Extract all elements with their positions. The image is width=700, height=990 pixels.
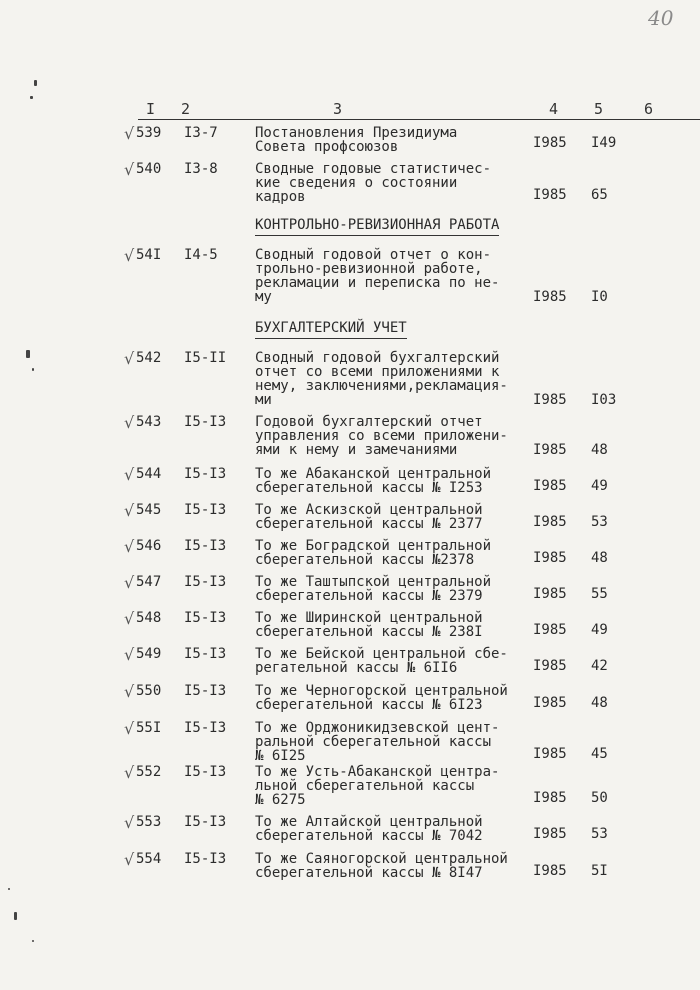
row-code: I4-5 — [184, 247, 218, 263]
row-description — [255, 539, 525, 567]
row-description-line: То же Алтайской центральной — [255, 814, 483, 830]
row-year: I985 — [533, 790, 567, 806]
row-sheet-count: 48 — [591, 442, 608, 458]
row-code: I5-II — [184, 350, 227, 366]
row-sheet-count: 48 — [591, 695, 608, 711]
row-description-line: То же Орджоникидзевской цент- — [255, 720, 500, 736]
row-description — [255, 248, 525, 304]
row-description-line: льной сберегательной кассы — [255, 778, 475, 794]
check-mark: √ — [124, 850, 135, 869]
row-description-line: То же Бейской центральной сбе- — [255, 646, 508, 662]
row-year: I985 — [533, 826, 567, 842]
row-code: I5-I3 — [184, 851, 227, 867]
row-number: 552 — [136, 764, 162, 780]
check-mark: √ — [124, 645, 135, 664]
column-header-1: I — [146, 100, 156, 118]
row-description-line: сберегательной кассы № 238I — [255, 624, 483, 640]
row-description-line: ями к нему и замечаниями — [255, 442, 458, 458]
row-description-line: кадров — [255, 189, 306, 205]
row-description — [255, 351, 525, 407]
row-description-line: сберегательной кассы № I253 — [255, 480, 483, 496]
row-year: I985 — [533, 586, 567, 602]
scan-speck — [30, 96, 33, 99]
row-description-line: Сводные годовые статистичес- — [255, 161, 492, 177]
row-description-line: То же Аскизской центральной — [255, 502, 483, 518]
check-mark: √ — [124, 682, 135, 701]
column-header-4: 4 — [549, 100, 559, 118]
row-year: I985 — [533, 392, 567, 408]
header-rule — [138, 119, 700, 120]
row-year: I985 — [533, 863, 567, 879]
row-description-line: му — [255, 289, 272, 305]
row-sheet-count: 5I — [591, 863, 608, 879]
row-year: I985 — [533, 289, 567, 305]
row-description-line: ральной сберегательной кассы — [255, 734, 492, 750]
row-description-line: ми — [255, 392, 272, 408]
row-description-line: То же Саяногорской центральной — [255, 851, 508, 867]
row-number: 542 — [136, 350, 162, 366]
row-code: I5-I3 — [184, 610, 227, 626]
scan-speck — [8, 888, 10, 890]
row-description-line: сберегательной кассы № 2379 — [255, 588, 483, 604]
row-description-line: сберегательной кассы №2378 — [255, 552, 475, 568]
row-description-line: сберегательной кассы № 7042 — [255, 828, 483, 844]
scan-speck — [32, 368, 34, 371]
scan-speck — [26, 350, 30, 358]
row-description-line: То же Черногорской центральной — [255, 683, 508, 699]
row-code: I5-I3 — [184, 720, 227, 736]
row-code: I5-I3 — [184, 646, 227, 662]
row-description-line: нему, заключениями,рекламация- — [255, 378, 508, 394]
row-description-line: Годовой бухгалтерский отчет — [255, 414, 483, 430]
row-description-line: То же Ширинской центральной — [255, 610, 483, 626]
check-mark: √ — [124, 609, 135, 628]
row-number: 546 — [136, 538, 162, 554]
row-number: 549 — [136, 646, 162, 662]
row-year: I985 — [533, 622, 567, 638]
check-mark: √ — [124, 465, 135, 484]
row-year: I985 — [533, 695, 567, 711]
row-code: I3-8 — [184, 161, 218, 177]
row-year: I985 — [533, 442, 567, 458]
row-code: I5-I3 — [184, 764, 227, 780]
row-code: I5-I3 — [184, 502, 227, 518]
row-sheet-count: 49 — [591, 478, 608, 494]
row-year: I985 — [533, 658, 567, 674]
check-mark: √ — [124, 573, 135, 592]
scan-speck — [34, 80, 37, 86]
row-description — [255, 126, 525, 154]
row-sheet-count: 45 — [591, 746, 608, 762]
row-number: 54I — [136, 247, 162, 263]
row-description-line: То же Абаканской центральной — [255, 466, 492, 482]
row-code: I5-I3 — [184, 574, 227, 590]
row-description — [255, 815, 525, 843]
check-mark: √ — [124, 719, 135, 738]
row-year: I985 — [533, 746, 567, 762]
row-sheet-count: I03 — [591, 392, 617, 408]
row-number: 55I — [136, 720, 162, 736]
row-description-line: сберегательной кассы № 8I47 — [255, 865, 483, 881]
column-header-2: 2 — [181, 100, 191, 118]
row-number: 545 — [136, 502, 162, 518]
column-header-6: 6 — [644, 100, 654, 118]
row-code: I5-I3 — [184, 466, 227, 482]
row-description — [255, 647, 525, 675]
check-mark: √ — [124, 537, 135, 556]
row-description-line: Сводный годовой бухгалтерский — [255, 350, 500, 366]
row-description — [255, 765, 525, 807]
row-description — [255, 852, 525, 880]
row-year: I985 — [533, 514, 567, 530]
row-sheet-count: 48 — [591, 550, 608, 566]
row-description — [255, 162, 525, 204]
row-sheet-count: 65 — [591, 187, 608, 203]
check-mark: √ — [124, 501, 135, 520]
row-year: I985 — [533, 135, 567, 151]
row-number: 543 — [136, 414, 162, 430]
row-description-line: То же Усть-Абаканской центра- — [255, 764, 500, 780]
row-sheet-count: 49 — [591, 622, 608, 638]
row-description-line: сберегательной кассы № 2377 — [255, 516, 483, 532]
row-sheet-count: 53 — [591, 826, 608, 842]
row-description-line: сберегательной кассы № 6I23 — [255, 697, 483, 713]
row-number: 547 — [136, 574, 162, 590]
check-mark: √ — [124, 160, 135, 179]
check-mark: √ — [124, 246, 135, 265]
row-year: I985 — [533, 550, 567, 566]
row-number: 548 — [136, 610, 162, 626]
row-description-line: № 6I25 — [255, 748, 306, 764]
row-description — [255, 575, 525, 603]
row-number: 553 — [136, 814, 162, 830]
row-sheet-count: 55 — [591, 586, 608, 602]
check-mark: √ — [124, 413, 135, 432]
row-description — [255, 611, 525, 639]
row-description-line: То же Боградской центральной — [255, 538, 492, 554]
row-description — [255, 684, 525, 712]
row-description-line: Постановления Президиума — [255, 125, 458, 141]
check-mark: √ — [124, 124, 135, 143]
row-description-line: № 6275 — [255, 792, 306, 808]
row-sheet-count: 53 — [591, 514, 608, 530]
check-mark: √ — [124, 349, 135, 368]
section-heading-audit: КОНТРОЛЬНО-РЕВИЗИОННАЯ РАБОТА — [255, 217, 499, 236]
row-sheet-count: I0 — [591, 289, 608, 305]
row-sheet-count: I49 — [591, 135, 617, 151]
check-mark: √ — [124, 763, 135, 782]
row-description-line: отчет со всеми приложениями к — [255, 364, 500, 380]
row-number: 550 — [136, 683, 162, 699]
scan-speck — [32, 940, 34, 942]
row-description-line: То же Таштыпской центральной — [255, 574, 492, 590]
row-description-line: Сводный годовой отчет о кон- — [255, 247, 492, 263]
scan-speck — [14, 912, 17, 920]
row-number: 544 — [136, 466, 162, 482]
column-header-5: 5 — [594, 100, 604, 118]
row-number: 540 — [136, 161, 162, 177]
row-description — [255, 503, 525, 531]
row-description — [255, 415, 525, 457]
row-description-line: кие сведения о состоянии — [255, 175, 458, 191]
row-number: 554 — [136, 851, 162, 867]
row-code: I5-I3 — [184, 414, 227, 430]
row-code: I5-I3 — [184, 683, 227, 699]
row-description-line: регательной кассы № 6II6 — [255, 660, 458, 676]
row-description — [255, 467, 525, 495]
section-heading-accounting: БУХГАЛТЕРСКИЙ УЧЕТ — [255, 320, 407, 339]
row-code: I3-7 — [184, 125, 218, 141]
row-sheet-count: 42 — [591, 658, 608, 674]
row-description-line: управления со всеми приложени- — [255, 428, 508, 444]
column-header-3: 3 — [333, 100, 343, 118]
check-mark: √ — [124, 813, 135, 832]
row-number: 539 — [136, 125, 162, 141]
row-description-line: трольно-ревизионной работе, — [255, 261, 483, 277]
page-number: 40 — [648, 6, 674, 30]
row-description-line: Совета профсоюзов — [255, 139, 399, 155]
row-code: I5-I3 — [184, 538, 227, 554]
row-description-line: рекламации и переписка по не- — [255, 275, 500, 291]
row-code: I5-I3 — [184, 814, 227, 830]
row-sheet-count: 50 — [591, 790, 608, 806]
row-description — [255, 721, 525, 763]
row-year: I985 — [533, 187, 567, 203]
row-year: I985 — [533, 478, 567, 494]
